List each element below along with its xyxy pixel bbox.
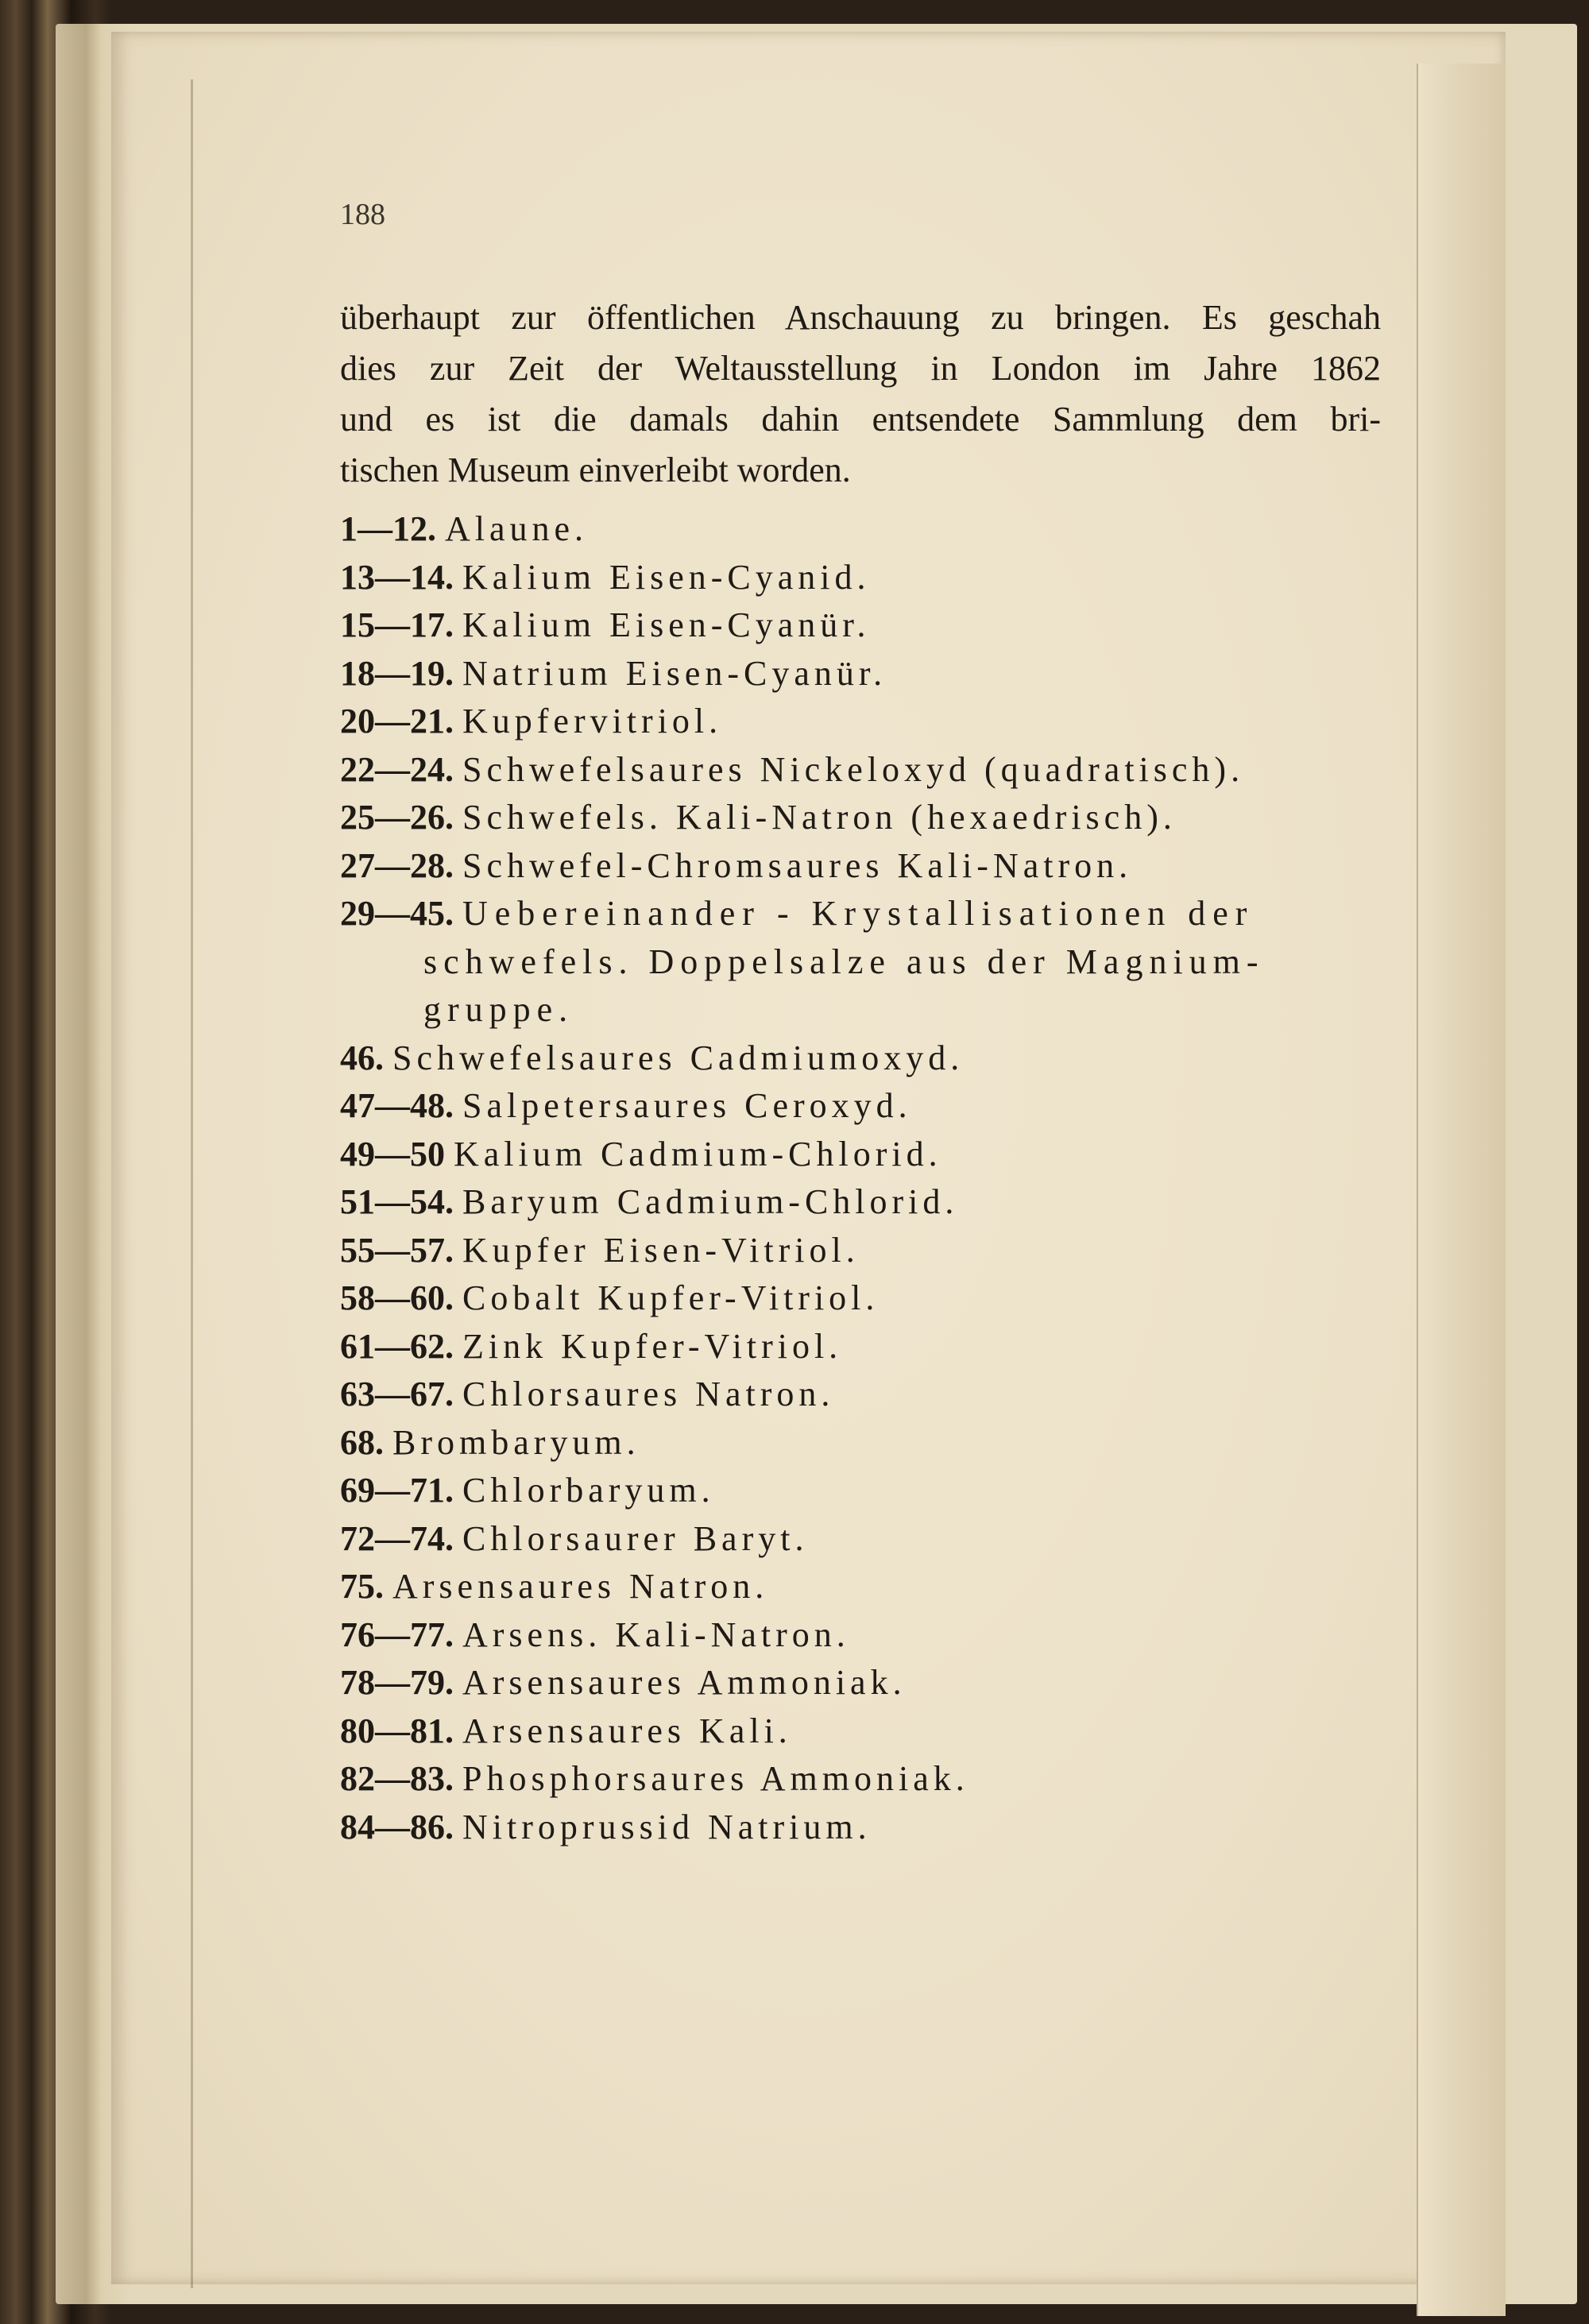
item-text: Chlorsaures Natron. (462, 1375, 835, 1413)
item-text: Nitroprussid Natrium. (462, 1807, 872, 1846)
item-text: Schwefel-Chromsaures Kali-Natron. (462, 845, 1133, 885)
item-text: Kupfervitriol. (462, 702, 723, 741)
list-item (340, 794, 1381, 842)
item-number: 22—24. (340, 749, 454, 789)
item-text: Arsensaures Natron. (392, 1567, 769, 1606)
item-number: 63—67. (340, 1375, 454, 1413)
item-number: 84—86. (340, 1807, 454, 1846)
item-text: Phosphorsaures Ammoniak. (462, 1759, 969, 1798)
item-text: Schwefelsaures Cadmiumoxyd. (392, 1038, 965, 1077)
item-text: Schwefelsaures Nickeloxyd (quadratisch). (462, 749, 1245, 789)
item-number: 58—60. (340, 1278, 454, 1317)
item-number: 82—83. (340, 1759, 454, 1798)
item-text: Uebereinander - Krystallisationen der (462, 894, 1255, 933)
list-item (340, 1563, 1381, 1611)
list-item (340, 842, 1381, 891)
item-text: Salpetersaures Ceroxyd. (462, 1086, 912, 1125)
paragraph-line: und es ist die damals dahin entsendete Sammlung dem bri- (340, 400, 1381, 439)
item-text: Schwefels. Kali-Natron (hexaedrisch). (462, 798, 1177, 837)
item-number: 46. (340, 1038, 384, 1077)
list-item (340, 1274, 1381, 1323)
list-item (340, 1515, 1381, 1564)
item-number: 51—54. (340, 1182, 454, 1221)
list-item (340, 746, 1381, 795)
crystal-list (340, 505, 1381, 1851)
item-text: Arsens. Kali-Natron. (462, 1614, 850, 1654)
item-text: Kalium Eisen-Cyanür. (462, 605, 871, 644)
item-number: 25—26. (340, 798, 454, 837)
item-number: 15—17. (340, 605, 454, 644)
item-number: 61—62. (340, 1326, 454, 1366)
item-text: Brombaryum. (392, 1422, 640, 1462)
item-number: 49—50 (340, 1134, 445, 1174)
item-number: 29—45. (340, 894, 454, 933)
list-item (340, 1659, 1381, 1707)
gutter-line (191, 79, 193, 2288)
list-item-continuation: gruppe. (423, 990, 574, 1029)
list-item (340, 1707, 1381, 1756)
item-text: Chlorbaryum. (462, 1471, 715, 1510)
list-item (340, 1755, 1381, 1804)
item-number: 20—21. (340, 702, 454, 741)
item-text: Baryum Cadmium-Chlorid. (462, 1182, 959, 1221)
list-item (340, 1371, 1381, 1419)
item-number: 27—28. (340, 845, 454, 885)
item-number: 18—19. (340, 653, 454, 693)
list-item (340, 1419, 1381, 1467)
item-number: 55—57. (340, 1230, 454, 1270)
list-item (340, 1611, 1381, 1660)
item-text: Kupfer Eisen-Vitriol. (462, 1230, 860, 1270)
list-item (340, 1131, 1381, 1179)
list-item (340, 1467, 1381, 1515)
item-number: 80—81. (340, 1711, 454, 1750)
list-item (340, 1323, 1381, 1371)
list-item (340, 698, 1381, 746)
item-text: Arsensaures Ammoniak. (462, 1663, 907, 1702)
item-number: 78—79. (340, 1663, 454, 1702)
list-item (340, 554, 1381, 602)
list-item (340, 1804, 1381, 1852)
paragraph-line: dies zur Zeit der Weltausstellung in London im Jahre 1862 (340, 349, 1381, 388)
intro-paragraph (340, 292, 1381, 496)
item-number: 1—12. (340, 509, 436, 548)
page-number: 188 (340, 198, 385, 231)
item-text: Kalium Eisen-Cyanid. (462, 557, 871, 597)
item-text: Zink Kupfer-Vitriol. (462, 1326, 843, 1366)
facing-page-edge (1417, 64, 1506, 2316)
list-item (340, 890, 1381, 938)
paragraph-line: überhaupt zur öffentlichen Anschauung zu bringen. Es geschah (340, 298, 1381, 337)
item-text: Cobalt Kupfer-Vitriol. (462, 1278, 880, 1317)
item-number: 69—71. (340, 1471, 454, 1510)
list-item (340, 505, 1381, 554)
item-text: Arsensaures Kali. (462, 1711, 792, 1750)
item-text: Alaune. (445, 509, 589, 548)
list-item-continuation: schwefels. Doppelsalze aus der Magnium- (423, 942, 1265, 981)
list-item (340, 650, 1381, 698)
item-number: 13—14. (340, 557, 454, 597)
list-item (340, 1034, 1381, 1083)
item-number: 72—74. (340, 1518, 454, 1558)
item-number: 47—48. (340, 1086, 454, 1125)
paragraph-line: tischen Museum einverleibt worden. (340, 450, 851, 489)
item-number: 68. (340, 1422, 384, 1462)
list-item (340, 1227, 1381, 1275)
list-item (340, 1082, 1381, 1131)
item-number: 75. (340, 1567, 384, 1606)
list-item (340, 601, 1381, 650)
item-text: Chlorsaurer Baryt. (462, 1518, 809, 1558)
list-item (340, 1178, 1381, 1227)
item-text: Natrium Eisen-Cyanür. (462, 653, 887, 693)
item-number: 76—77. (340, 1614, 454, 1654)
item-text: Kalium Cadmium-Chlorid. (454, 1134, 942, 1174)
